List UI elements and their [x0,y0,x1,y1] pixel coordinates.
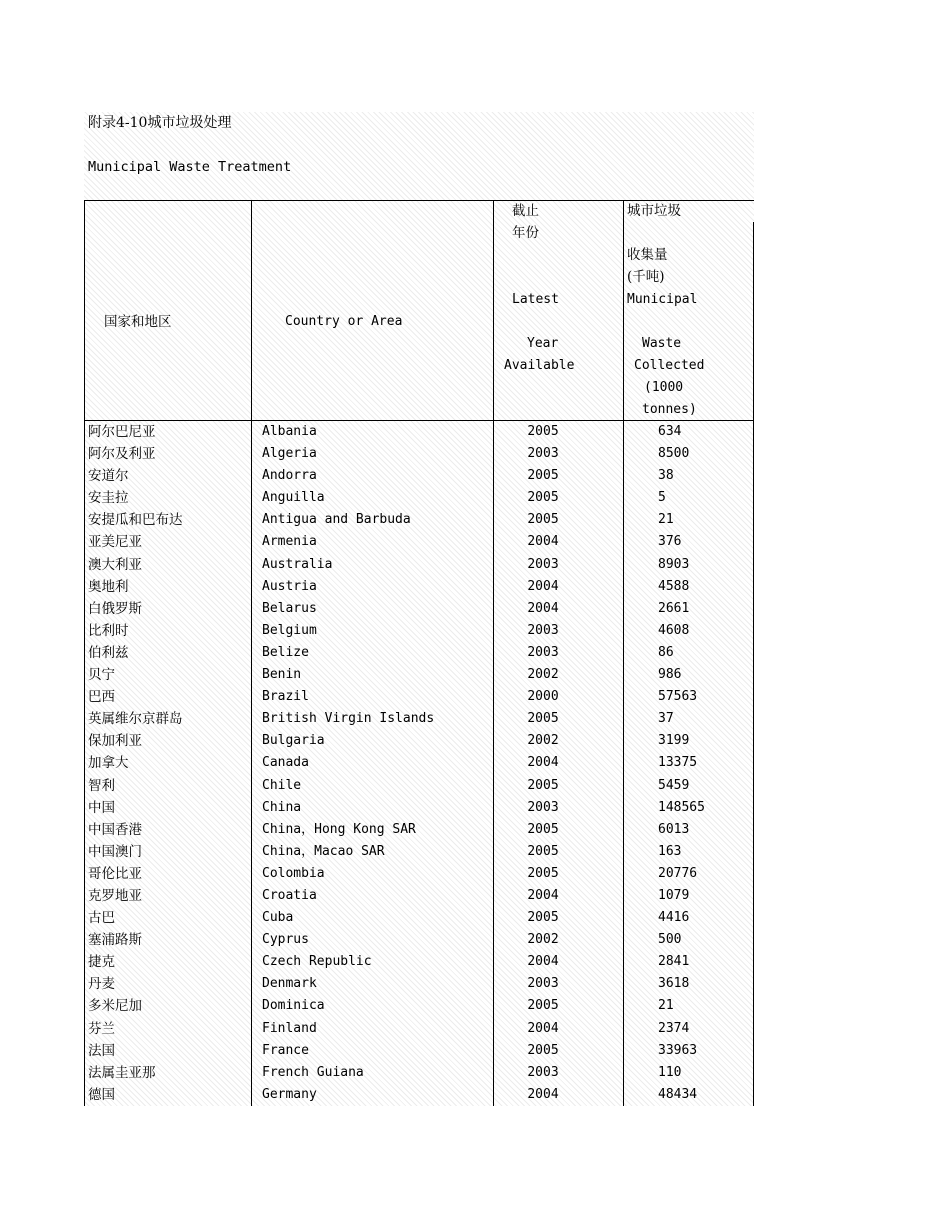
waste-collected-value: 2841 [658,954,690,970]
table-row [84,863,754,885]
waste-collected-value: 21 [658,998,674,1014]
latest-year: 2005 [527,843,559,859]
waste-collected-value: 33963 [658,1042,698,1058]
latest-year: 2003 [527,976,559,992]
country-name-en: China，Hong Kong SAR [262,821,416,837]
country-name-en: Armenia [262,534,317,550]
country-name-cn: 法国 [88,1042,115,1059]
header-waste-en-5: tonnes) [642,402,697,417]
page-subtitle: Municipal Waste Treatment [88,159,292,175]
waste-collected-value: 6013 [658,821,690,837]
country-name-cn: 比利时 [88,622,129,639]
country-name-en: Antigua and Barbuda [262,512,411,528]
country-name-cn: 智利 [88,777,115,794]
country-name-cn: 捷克 [88,954,115,971]
waste-collected-value: 376 [658,534,682,550]
page-title: 附录4-10城市垃圾处理 [88,115,232,131]
country-name-cn: 丹麦 [88,976,115,993]
table-row [84,509,754,531]
header-waste-cn-3: (千吨) [627,269,665,285]
country-name-cn: 伯利兹 [88,644,129,661]
country-name-cn: 中国澳门 [88,843,142,860]
country-name-cn: 安道尔 [88,468,129,485]
country-name-cn: 芬兰 [88,1020,115,1037]
waste-collected-value: 57563 [658,689,698,705]
header-waste-cn-1: 城市垃圾 [627,203,681,219]
latest-year: 2005 [527,821,559,837]
waste-collected-value: 4608 [658,622,690,638]
waste-collected-value: 110 [658,1064,682,1080]
table-row [84,951,754,973]
country-name-en: Chile [262,777,302,793]
table-row [84,1062,754,1084]
table-row [84,907,754,929]
waste-collected-value: 5459 [658,777,690,793]
latest-year: 2000 [527,689,559,705]
country-name-en: China，Macao SAR [262,843,385,859]
country-name-en: Albania [262,424,317,439]
country-name-cn: 加拿大 [88,755,129,772]
header-waste-en-2: Waste [642,336,682,351]
waste-collected-value: 4588 [658,578,690,594]
latest-year: 2004 [527,600,559,616]
country-name-en: Dominica [262,998,325,1014]
latest-year: 2002 [527,667,559,683]
header-waste-en-3: Collected [634,358,705,373]
country-name-cn: 巴西 [88,689,115,706]
latest-year: 2003 [527,446,559,462]
table-row [84,1018,754,1040]
country-name-en: Cuba [262,910,294,926]
table-row [84,995,754,1017]
country-name-en: Brazil [262,689,309,705]
country-name-en: Australia [262,556,333,572]
country-name-en: Belize [262,644,309,660]
table-row [84,620,754,642]
header-year-cn-2: 年份 [512,225,539,241]
country-name-cn: 保加利亚 [88,733,142,750]
country-name-en: France [262,1042,309,1058]
country-name-en: Germany [262,1086,317,1102]
table-row [84,885,754,907]
table-row [84,664,754,686]
table-row [84,708,754,730]
latest-year: 2004 [527,954,559,970]
latest-year: 2003 [527,644,559,660]
country-name-cn: 白俄罗斯 [88,600,142,617]
latest-year: 2005 [527,490,559,506]
latest-year: 2005 [527,424,559,439]
country-name-en: Colombia [262,865,325,881]
waste-collected-value: 986 [658,667,682,683]
waste-collected-value: 20776 [658,865,698,881]
table-row [84,929,754,951]
table-row [84,576,754,598]
country-name-cn: 塞浦路斯 [88,932,142,949]
table-body [84,421,754,1106]
waste-collected-value: 86 [658,644,674,660]
header-year-en-1: Latest [512,292,559,307]
latest-year: 2005 [527,910,559,926]
country-name-en: Belarus [262,600,317,616]
waste-collected-value: 148565 [658,799,705,815]
header-country-cn: 国家和地区 [104,314,172,330]
table-row [84,465,754,487]
country-name-cn: 古巴 [88,910,115,927]
country-name-en: Croatia [262,887,317,903]
latest-year: 2002 [527,932,559,948]
waste-collected-value: 8500 [658,446,690,462]
waste-collected-value: 2374 [658,1020,690,1036]
table-row [84,973,754,995]
country-name-cn: 澳大利亚 [88,556,142,573]
latest-year: 2005 [527,777,559,793]
waste-collected-value: 8903 [658,556,690,572]
latest-year: 2002 [527,733,559,749]
latest-year: 2005 [527,512,559,528]
table-row [84,1084,754,1106]
waste-collected-value: 4416 [658,910,690,926]
header-country-en: Country or Area [285,314,403,329]
table-row [84,642,754,664]
waste-collected-value: 634 [658,424,682,439]
latest-year: 2004 [527,887,559,903]
country-name-en: Anguilla [262,490,325,506]
latest-year: 2005 [527,865,559,881]
latest-year: 2003 [527,1064,559,1080]
table-row [84,554,754,576]
waste-collected-value: 5 [658,490,666,506]
table-row [84,752,754,774]
latest-year: 2003 [527,799,559,815]
latest-year: 2004 [527,1086,559,1102]
table-row [84,1040,754,1062]
header-year-cn-1: 截止 [512,203,539,219]
waste-collected-value: 1079 [658,887,690,903]
table-row [84,531,754,553]
country-name-en: China [262,799,302,815]
country-name-en: Benin [262,667,302,683]
table-row [84,686,754,708]
country-name-en: French Guiana [262,1064,364,1080]
waste-collected-value: 500 [658,932,682,948]
country-name-cn: 哥伦比亚 [88,865,142,882]
latest-year: 2004 [527,1020,559,1036]
waste-collected-value: 37 [658,711,674,727]
waste-collected-value: 38 [658,468,674,484]
waste-collected-value: 3618 [658,976,690,992]
waste-collected-value: 13375 [658,755,698,771]
country-name-en: Austria [262,578,317,594]
country-name-cn: 中国香港 [88,821,142,838]
country-name-en: Denmark [262,976,317,992]
country-name-cn: 奥地利 [88,578,129,595]
table-row [84,443,754,465]
waste-collected-value: 163 [658,843,682,859]
country-name-en: British Virgin Islands [262,711,435,727]
country-name-en: Algeria [262,446,317,462]
latest-year: 2005 [527,711,559,727]
header-waste-cn-2: 收集量 [627,247,668,263]
country-name-en: Czech Republic [262,954,372,970]
header-waste-en-1: Municipal [627,292,698,307]
country-name-en: Andorra [262,468,317,484]
table-row [84,775,754,797]
country-name-cn: 阿尔巴尼亚 [88,424,156,440]
country-name-cn: 安圭拉 [88,490,129,507]
latest-year: 2004 [527,755,559,771]
header-waste-en-4: (1000 [644,380,684,395]
header-year-en-3: Available [504,358,575,373]
country-name-cn: 德国 [88,1086,115,1103]
waste-collected-value: 3199 [658,733,690,749]
country-name-cn: 法属圭亚那 [88,1064,156,1081]
country-name-cn: 亚美尼亚 [88,534,142,551]
country-name-cn: 阿尔及利亚 [88,446,156,463]
latest-year: 2004 [527,578,559,594]
country-name-cn: 多米尼加 [88,998,142,1015]
waste-collected-value: 48434 [658,1086,698,1102]
country-name-cn: 中国 [88,799,115,816]
latest-year: 2003 [527,556,559,572]
latest-year: 2005 [527,468,559,484]
table-row [84,730,754,752]
country-name-cn: 安提瓜和巴布达 [88,512,183,529]
country-name-cn: 贝宁 [88,667,115,684]
latest-year: 2004 [527,534,559,550]
latest-year: 2005 [527,1042,559,1058]
country-name-en: Canada [262,755,309,771]
country-name-en: Cyprus [262,932,309,948]
table-row [84,487,754,509]
country-name-en: Belgium [262,622,317,638]
latest-year: 2005 [527,998,559,1014]
header-year-en-2: Year [527,336,559,351]
waste-collected-value: 2661 [658,600,690,616]
country-name-cn: 英属维尔京群岛 [88,711,183,728]
table-row [84,819,754,841]
country-name-en: Bulgaria [262,733,325,749]
latest-year: 2003 [527,622,559,638]
table-row [84,797,754,819]
waste-collected-value: 21 [658,512,674,528]
table-row [84,421,754,443]
country-name-cn: 克罗地亚 [88,887,142,904]
table-row [84,841,754,863]
country-name-en: Finland [262,1020,317,1036]
table-row [84,598,754,620]
